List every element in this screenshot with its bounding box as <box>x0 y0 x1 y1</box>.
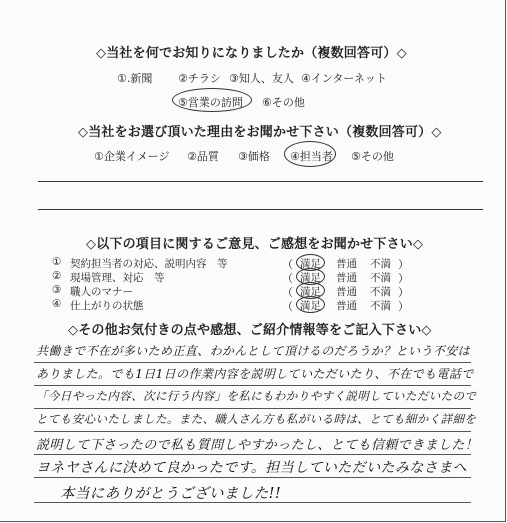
handwritten-line-3: 「今日やった内容、次に行う内容」を私にもわかりやすく説明していただいたので <box>36 389 477 403</box>
paren-close: ） <box>398 300 409 313</box>
rating-average: 普通 <box>336 286 357 298</box>
q1-option-internet: ④インターネット <box>301 72 387 85</box>
paren-close: ） <box>398 286 409 299</box>
rating-item-label: 仕上がりの状態 <box>70 300 144 312</box>
question-1-heading: ◇当社を何でお知りになりましたか（複数回答可）◇ <box>96 46 407 61</box>
q1-option-flyer: ②チラシ <box>178 72 221 85</box>
rating-item-label: 契約担当者の対応、説明内容 等 <box>70 258 228 270</box>
question-3-heading: ◇以下の項目に関するご意見、ご感想をお聞かせ下さい◇ <box>86 237 424 252</box>
rating-item-number: ① <box>52 256 62 268</box>
q1-answer-circle <box>172 88 252 112</box>
writein-line-2 <box>38 209 483 210</box>
writein-line-1 <box>38 181 483 182</box>
rating-item-number: ② <box>52 270 62 282</box>
q2-option-staff: ④担当者 <box>290 150 333 163</box>
q2-answer-circle <box>284 141 336 167</box>
rating-circle <box>296 296 325 313</box>
rating-satisfied: 満足 <box>300 300 321 312</box>
comment-rule <box>34 477 471 478</box>
question-2-heading: ◇当社をお選び頂いた理由をお聞かせ下さい（複数回答可）◇ <box>78 125 442 140</box>
handwritten-line-5: 説明して下さったので私も質問しやすかったし、とても信頼できました！ <box>36 438 479 453</box>
paren-close: ） <box>398 258 409 271</box>
handwritten-line-4: とても安心いたしました。また、職人さん方も私がいる時は、とても細かく詳細を <box>36 412 477 426</box>
comment-rule <box>34 431 471 432</box>
rating-satisfied: 満足 <box>300 286 321 298</box>
rating-item-label: 現場管理、対応 等 <box>70 272 165 284</box>
paren-open: （ <box>282 286 293 299</box>
question-4-heading: ◇その他お気付きの点や感想、ご紹介情報等をご記入下さい◇ <box>68 323 432 338</box>
rating-satisfied: 満足 <box>300 258 321 270</box>
q1-option-acquaintance: ③知人、友人 <box>229 72 294 85</box>
rating-satisfied: 満足 <box>300 272 321 284</box>
q1-option-other: ⑥その他 <box>262 96 305 109</box>
handwritten-line-1: 共働きで不在が多いため正直、わかんとして頂けるのだろうか？という不安は <box>36 344 471 358</box>
rating-item-label: 職人のマナー <box>70 286 133 298</box>
handwritten-line-7: 本当にありがとうございました!! <box>60 486 282 502</box>
comment-rule <box>34 408 471 409</box>
comment-rule <box>34 454 471 455</box>
rating-average: 普通 <box>336 300 357 312</box>
q2-option-price: ③価格 <box>238 150 270 163</box>
comment-rule <box>34 362 471 363</box>
handwritten-line-6: ヨネヤさんに決めて良かったです。担当していただいたみなさまへ <box>36 460 467 476</box>
rating-dissatisfied: 不満 <box>370 286 391 298</box>
rating-dissatisfied: 不満 <box>370 258 391 270</box>
rating-average: 普通 <box>336 272 357 284</box>
q1-option-sales-visit: ⑤営業の訪問 <box>178 96 243 109</box>
rating-item-number: ③ <box>52 284 62 296</box>
q2-option-image: ①企業イメージ <box>94 150 170 163</box>
q1-option-newspaper: ①.新聞 <box>117 72 153 85</box>
q2-option-quality: ②品質 <box>187 150 219 163</box>
paren-open: （ <box>282 300 293 313</box>
handwritten-line-2: ありました。でも1日1日の作業内容を説明していただいたり、不在でも電話で <box>36 367 474 381</box>
rating-dissatisfied: 不満 <box>370 272 391 284</box>
q2-option-other: ⑤その他 <box>351 150 394 163</box>
paren-open: （ <box>282 272 293 285</box>
paren-open: （ <box>282 258 293 271</box>
paren-close: ） <box>398 272 409 285</box>
rating-dissatisfied: 不満 <box>370 300 391 312</box>
comment-rule <box>34 385 471 386</box>
rating-item-number: ④ <box>52 298 62 310</box>
comment-rule <box>34 502 471 503</box>
rating-average: 普通 <box>336 258 357 270</box>
